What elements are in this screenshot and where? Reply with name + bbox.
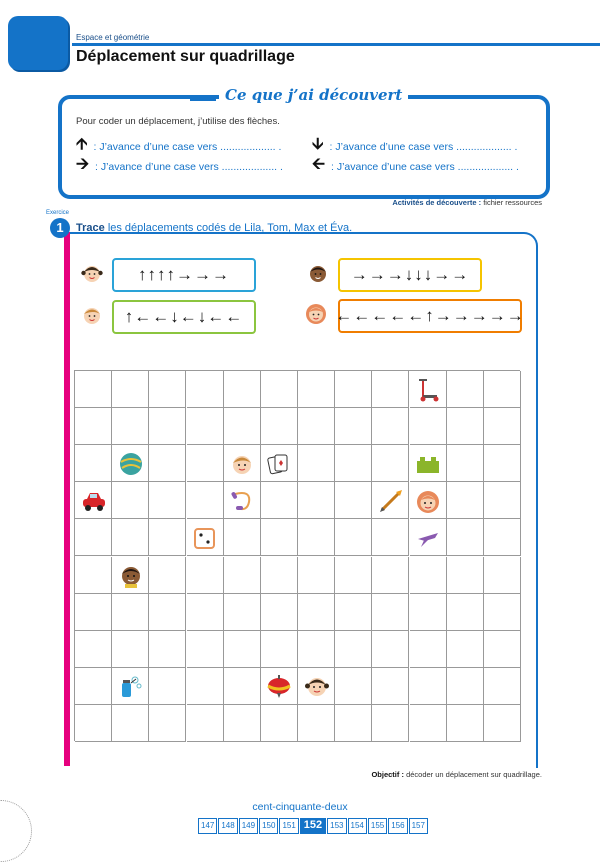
ball-icon xyxy=(118,451,144,477)
grid-cell[interactable] xyxy=(298,705,335,742)
grid-cell[interactable] xyxy=(75,705,112,742)
grid-cell[interactable] xyxy=(149,631,186,668)
grid-cell[interactable] xyxy=(484,482,521,519)
arrow-down-icon: 🡫 xyxy=(312,136,324,153)
grid-cell[interactable] xyxy=(447,594,484,631)
grid-cell[interactable] xyxy=(335,371,372,408)
grid-cell[interactable] xyxy=(224,519,261,556)
eva-code: ←←←←←↑→→→→→ xyxy=(335,306,525,325)
grid-cell[interactable] xyxy=(447,482,484,519)
grid-cell[interactable] xyxy=(112,519,149,556)
grid-cell[interactable] xyxy=(112,705,149,742)
grid-cell[interactable] xyxy=(187,631,224,668)
grid-cell[interactable] xyxy=(484,371,521,408)
grid-cell[interactable] xyxy=(372,594,409,631)
grid-cell[interactable] xyxy=(298,594,335,631)
plane-icon xyxy=(415,525,441,551)
page-number-link[interactable]: 154 xyxy=(348,818,367,834)
grid-cell[interactable] xyxy=(335,705,372,742)
grid-cell[interactable] xyxy=(224,557,261,594)
grid-cell[interactable] xyxy=(112,408,149,445)
grid-cell[interactable] xyxy=(447,631,484,668)
grid-cell[interactable] xyxy=(75,594,112,631)
grid-cell[interactable] xyxy=(187,371,224,408)
grid-cell[interactable] xyxy=(224,705,261,742)
grid-cell[interactable] xyxy=(149,557,186,594)
eva-avatar-icon xyxy=(415,488,441,514)
objective: Objectif : décoder un déplacement sur quadrillage. xyxy=(371,770,542,779)
grid-cell[interactable] xyxy=(75,668,112,705)
max-code-box xyxy=(338,258,482,292)
grid-cell[interactable] xyxy=(447,371,484,408)
page-navigation xyxy=(198,818,428,834)
grid-cell[interactable] xyxy=(447,705,484,742)
grid-cell[interactable] xyxy=(224,631,261,668)
discovery-title: Ce que j’ai découvert xyxy=(219,86,408,104)
tom-code-box xyxy=(112,300,256,334)
grid-cell[interactable] xyxy=(298,445,335,482)
grid-cell[interactable] xyxy=(447,557,484,594)
grid-cell[interactable] xyxy=(335,519,372,556)
bubbles-icon xyxy=(118,673,144,699)
rule-left-text: : J’avance d’une case vers ................... . xyxy=(331,160,519,173)
page-number-link[interactable]: 155 xyxy=(368,818,387,834)
grid-cell[interactable] xyxy=(335,482,372,519)
arrow-up-icon: 🡩 xyxy=(76,136,88,153)
grid-cell[interactable] xyxy=(298,371,335,408)
grid-cell[interactable] xyxy=(298,408,335,445)
dart-icon xyxy=(378,488,404,514)
section-label: Espace et géométrie xyxy=(76,33,150,42)
grid-cell[interactable] xyxy=(484,445,521,482)
grid-cell[interactable] xyxy=(335,408,372,445)
page-title: Déplacement sur quadrillage xyxy=(76,48,295,65)
grid-cell[interactable] xyxy=(149,594,186,631)
grid-cell[interactable] xyxy=(410,705,447,742)
grid-cell[interactable] xyxy=(372,445,409,482)
grid-cell[interactable] xyxy=(112,482,149,519)
grid-cell[interactable] xyxy=(261,519,298,556)
max-avatar-icon xyxy=(118,562,144,588)
lila-code: ↑↑↑↑→→→ xyxy=(138,265,230,284)
grid-cell[interactable] xyxy=(372,371,409,408)
grid-cell[interactable] xyxy=(298,482,335,519)
grid-cell[interactable] xyxy=(187,557,224,594)
page-number-link[interactable]: 157 xyxy=(409,818,428,834)
grid-cell[interactable] xyxy=(187,482,224,519)
grid-cell[interactable] xyxy=(447,668,484,705)
max-avatar-icon xyxy=(306,261,330,285)
page-number-link[interactable]: 150 xyxy=(259,818,278,834)
grid-cell[interactable] xyxy=(75,371,112,408)
grid-cell[interactable] xyxy=(484,519,521,556)
rule-left xyxy=(312,153,519,180)
arrow-left-icon: 🡨 xyxy=(312,156,325,173)
chapter-corner-tab xyxy=(8,16,68,70)
exercise-question: Trace les déplacements codés de Lila, Tom, Max et Éva. xyxy=(76,222,353,234)
header-rule xyxy=(72,43,600,46)
grid-cell[interactable] xyxy=(149,705,186,742)
grid-cell[interactable] xyxy=(410,594,447,631)
page-number-link[interactable]: 151 xyxy=(279,818,298,834)
tom-code: ↑←←↓←↓←← xyxy=(124,307,244,326)
lila-avatar-icon xyxy=(304,673,330,699)
grid-cell[interactable] xyxy=(149,445,186,482)
grid-cell[interactable] xyxy=(410,631,447,668)
page-number-link[interactable]: 147 xyxy=(198,818,217,834)
grid-cell[interactable] xyxy=(372,631,409,668)
grid-cell[interactable] xyxy=(149,371,186,408)
grid-cell[interactable] xyxy=(112,631,149,668)
grid-cell[interactable] xyxy=(372,408,409,445)
grid-cell[interactable] xyxy=(484,557,521,594)
dice-icon xyxy=(192,525,218,551)
grid-cell[interactable] xyxy=(261,705,298,742)
exercise-number: 1 xyxy=(50,218,70,238)
grid-cell[interactable] xyxy=(149,519,186,556)
grid-cell[interactable] xyxy=(187,445,224,482)
page-number-link[interactable]: 149 xyxy=(239,818,258,834)
grid-cell[interactable] xyxy=(112,594,149,631)
grid-cell[interactable] xyxy=(335,445,372,482)
discovery-intro: Pour coder un déplacement, j’utilise des flèches. xyxy=(76,116,280,127)
lila-code-box xyxy=(112,258,256,292)
grid-cell[interactable] xyxy=(261,371,298,408)
tom-avatar-icon xyxy=(80,303,104,327)
current-page-number: 152 xyxy=(300,818,326,834)
grid-cell[interactable] xyxy=(187,408,224,445)
grid-cell[interactable] xyxy=(75,408,112,445)
grid-cell[interactable] xyxy=(447,408,484,445)
rule-right-text: : J’avance d’une case vers ................... . xyxy=(95,160,283,173)
jump-rope-icon xyxy=(229,488,255,514)
grid-cell[interactable] xyxy=(335,631,372,668)
grid-cell[interactable] xyxy=(484,668,521,705)
grid-cell[interactable] xyxy=(75,631,112,668)
scooter-icon xyxy=(415,377,441,403)
page-number-link[interactable]: 148 xyxy=(218,818,237,834)
page-number-link[interactable]: 156 xyxy=(388,818,407,834)
grid-cell[interactable] xyxy=(447,519,484,556)
grid-cell[interactable] xyxy=(335,668,372,705)
page-number-link[interactable]: 153 xyxy=(327,818,346,834)
grid-cell[interactable] xyxy=(187,668,224,705)
grid-cell[interactable] xyxy=(410,408,447,445)
rule-right xyxy=(76,153,283,180)
grid-cell[interactable] xyxy=(224,371,261,408)
grid-cell[interactable] xyxy=(224,668,261,705)
rule-up-text: : J’avance d’une case vers ................... . xyxy=(93,140,282,153)
grid-cell[interactable] xyxy=(372,668,409,705)
grid-cell[interactable] xyxy=(224,594,261,631)
eva-code-box xyxy=(335,299,525,333)
rule-down-text: : J’avance d’une case vers ................... . xyxy=(329,140,518,153)
grid-cell[interactable] xyxy=(410,557,447,594)
grid-cell[interactable] xyxy=(261,408,298,445)
car-icon xyxy=(81,488,107,514)
grid-cell[interactable] xyxy=(372,519,409,556)
grid-cell[interactable] xyxy=(484,631,521,668)
grid-cell[interactable] xyxy=(298,557,335,594)
grid-cell[interactable] xyxy=(149,668,186,705)
grid-cell[interactable] xyxy=(187,594,224,631)
exercise-side-bar xyxy=(64,232,70,766)
grid-cell[interactable] xyxy=(261,594,298,631)
discovery-reference: Activités de découverte : fichier ressources xyxy=(392,198,542,207)
grid-cell[interactable] xyxy=(149,482,186,519)
grid-cell[interactable] xyxy=(261,482,298,519)
grid-cell[interactable] xyxy=(298,519,335,556)
grid-cell[interactable] xyxy=(224,408,261,445)
grid-cell[interactable] xyxy=(447,445,484,482)
lego-brick-icon xyxy=(415,451,441,477)
grid-cell[interactable] xyxy=(335,557,372,594)
cards-icon xyxy=(266,451,292,477)
arrow-right-icon: 🡪 xyxy=(76,156,89,173)
grid-cell[interactable] xyxy=(187,705,224,742)
grid-cell[interactable] xyxy=(335,594,372,631)
grid-cell[interactable] xyxy=(75,557,112,594)
spinning-top-icon xyxy=(266,673,292,699)
max-code: →→→↓↓↓→→ xyxy=(350,265,470,284)
grid-cell[interactable] xyxy=(261,557,298,594)
grid-cell[interactable] xyxy=(484,594,521,631)
grid-cell[interactable] xyxy=(372,557,409,594)
grid-cell[interactable] xyxy=(484,705,521,742)
grid-cell[interactable] xyxy=(75,445,112,482)
movement-grid[interactable] xyxy=(74,370,520,741)
grid-cell[interactable] xyxy=(298,631,335,668)
exercise-label: Exercice xyxy=(46,210,70,216)
tom-avatar-icon xyxy=(229,451,255,477)
grid-cell[interactable] xyxy=(372,705,409,742)
grid-cell[interactable] xyxy=(149,408,186,445)
lila-avatar-icon xyxy=(80,261,104,285)
page-number-words: cent-cinquante-deux xyxy=(252,801,348,813)
grid-cell[interactable] xyxy=(261,631,298,668)
grid-cell[interactable] xyxy=(484,408,521,445)
grid-cell[interactable] xyxy=(112,371,149,408)
eva-avatar-icon xyxy=(304,301,328,325)
grid-cell[interactable] xyxy=(75,519,112,556)
grid-cell[interactable] xyxy=(410,668,447,705)
